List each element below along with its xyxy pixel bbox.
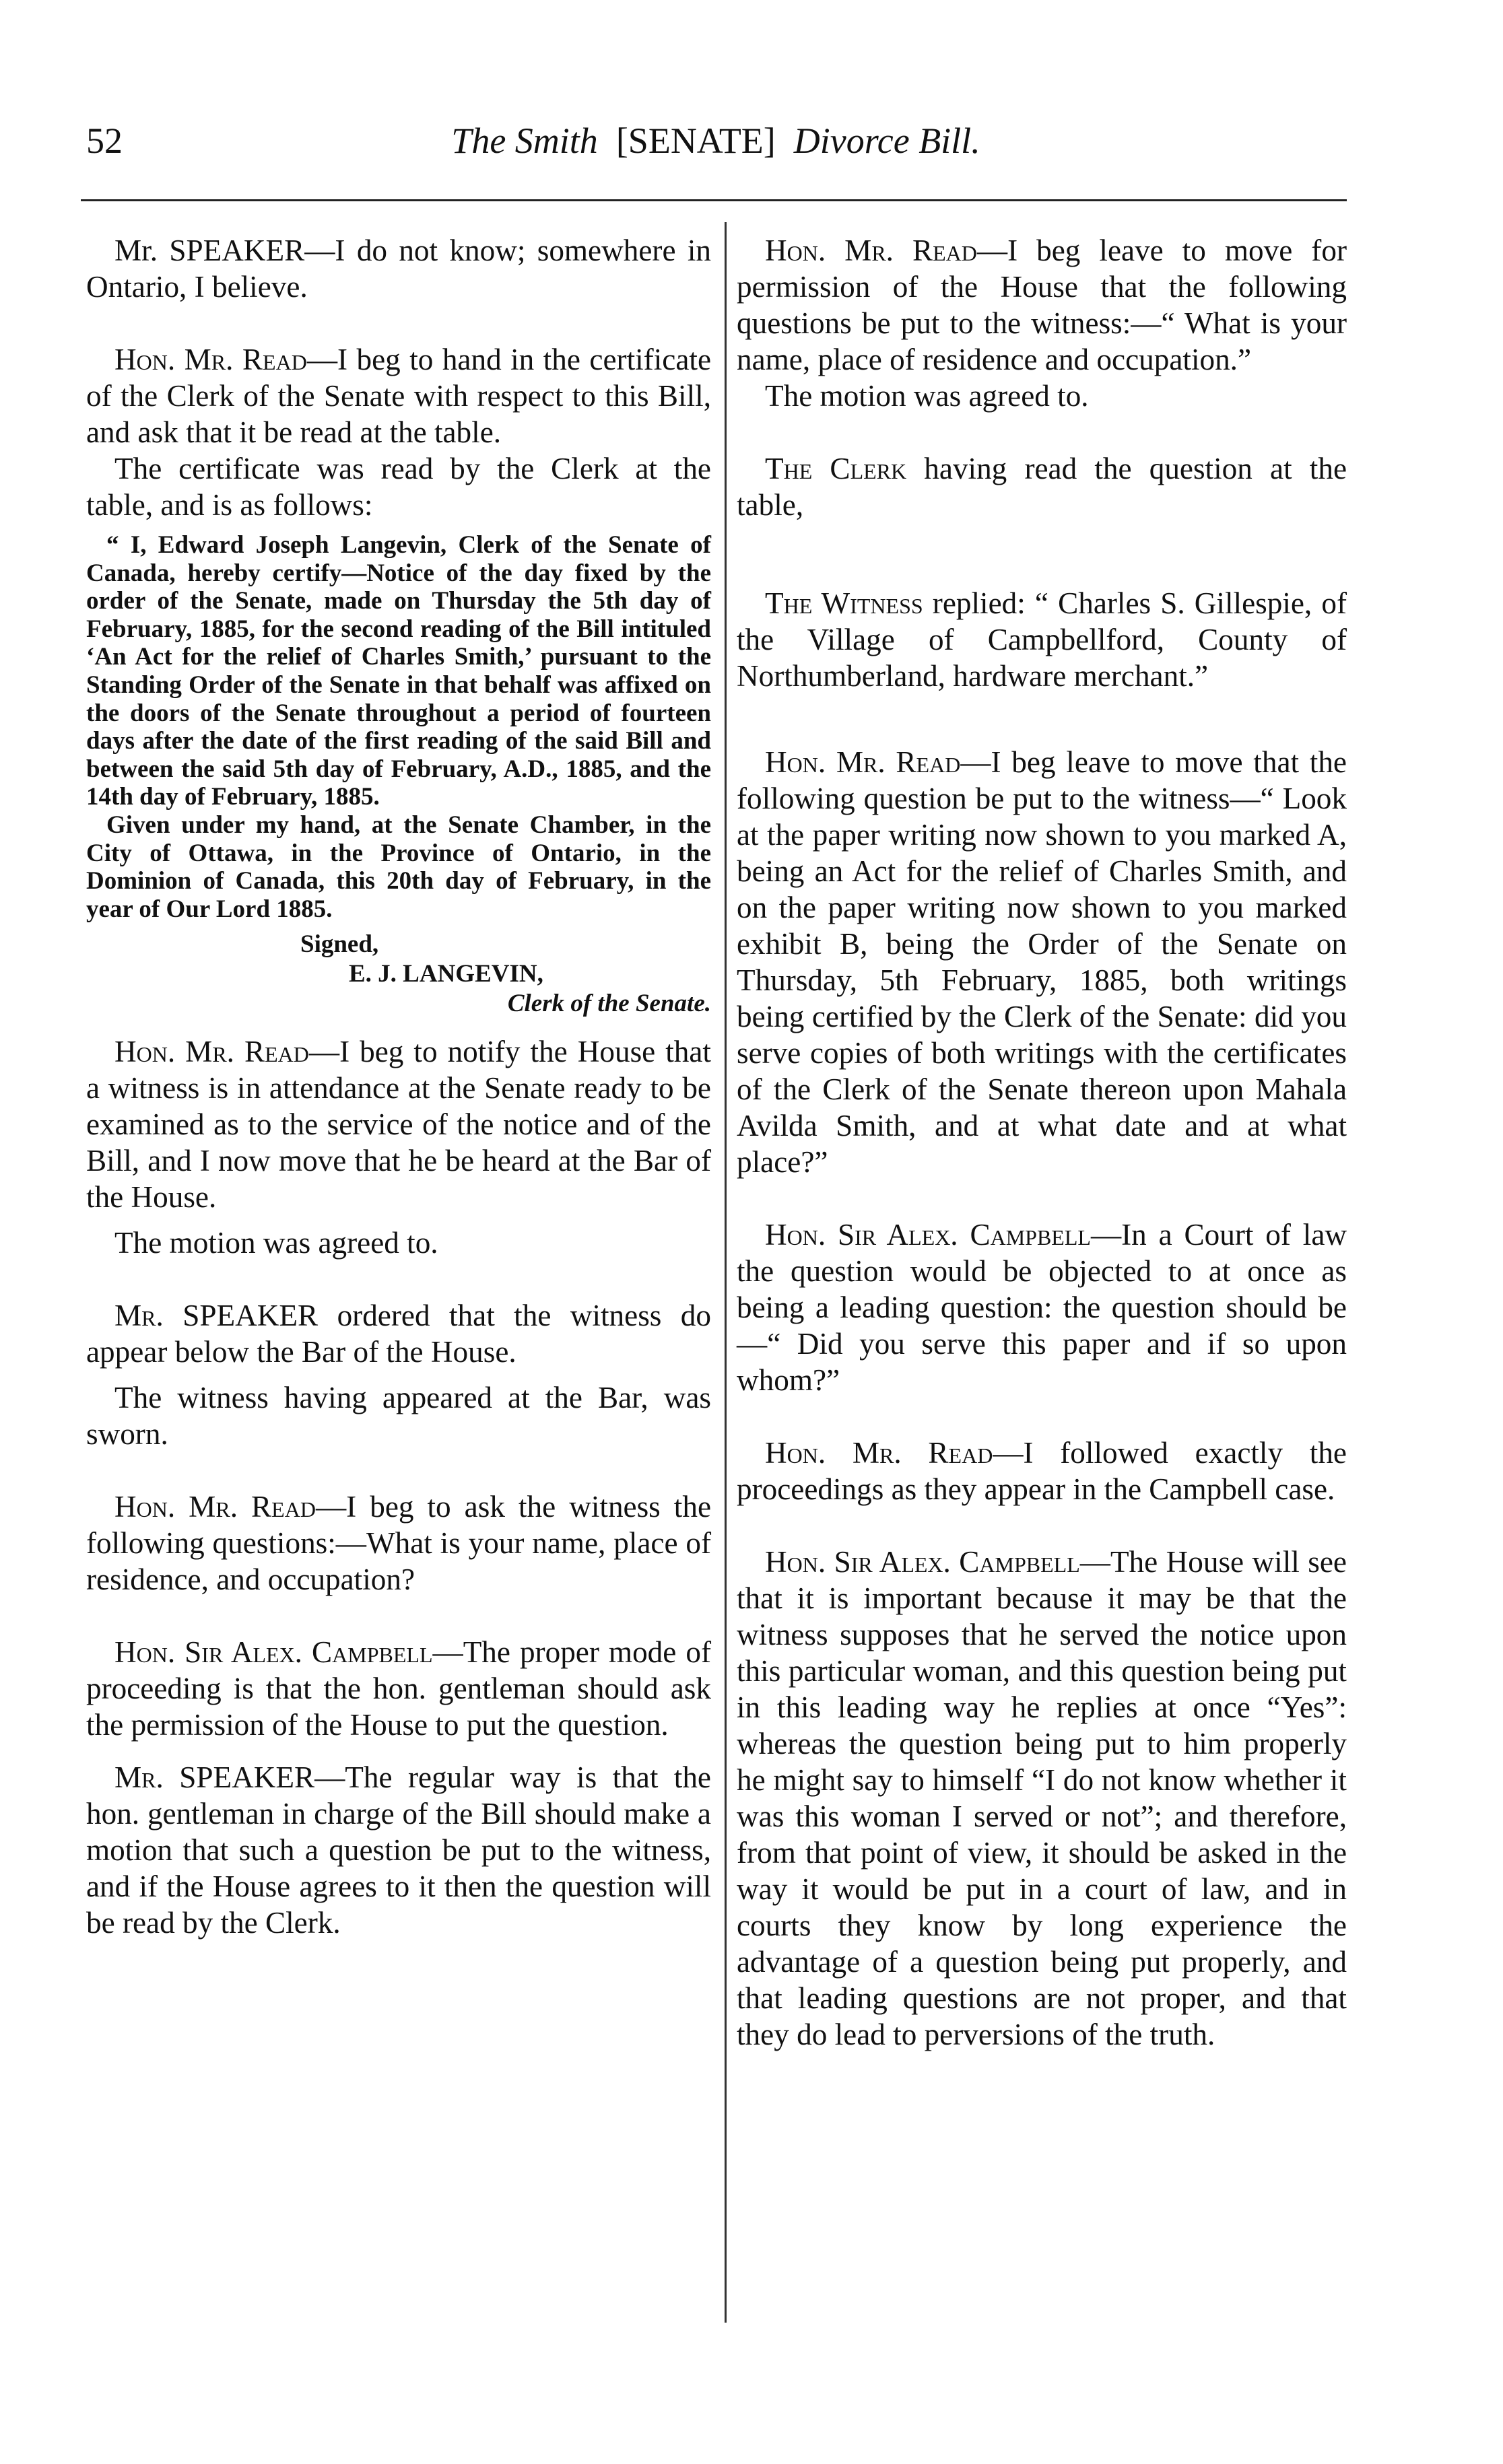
speaker-name: Hon. Mr. Read xyxy=(114,1490,316,1524)
paragraph-speaker-order xyxy=(86,1297,711,1370)
running-title-chamber: [SENATE] xyxy=(615,121,776,161)
speech-text: SPEAKER ordered that the witness do appear below the Bar of the House. xyxy=(86,1299,711,1369)
speech-text: SPEAKER—The regular way is that the hon. gentleman in charge of the Bill should make a motion that such a question be put to the witness, and if the House agrees to it then the question will be read by the Clerk. xyxy=(86,1760,711,1940)
speech-text: —I followed exactly the proceedings as they appear in the Campbell case. xyxy=(737,1436,1347,1506)
header-rule xyxy=(81,199,1347,201)
column-divider xyxy=(725,222,727,2323)
signature-title: Clerk of the Senate. xyxy=(507,990,711,1018)
running-title xyxy=(86,120,1345,162)
left-column xyxy=(86,232,711,1941)
certificate-text: “ I, Edward Joseph Langevin, Clerk of the Senate of Canada, hereby certify—Notice of the day fixed by the order of the Senate, made on Thursday the 5th day of February, 1885, for the second reading of the Bill intituled ‘An Act for the relief of Charles Smith,’ pursuant to the Standing Order of the Senate in that behalf was affixed on the doors of the Senate throughout a period of fourteen days after the date of the first reading of the said Bill and between the said 5th day of February, A.D., 1885, and the 14th day of February, 1885. xyxy=(86,531,711,811)
paragraph-witness-sworn: The witness having appeared at the Bar, was sworn. xyxy=(86,1381,711,1451)
signature-signed: Signed, xyxy=(300,930,379,959)
paragraph-motion-agreed: The motion was agreed to. xyxy=(114,1226,438,1260)
running-title-left: The Smith xyxy=(451,121,598,161)
speaker-name: Hon. Mr. Read xyxy=(114,1035,309,1069)
paragraph-motion-agreed: The motion was agreed to. xyxy=(765,379,1089,413)
paragraph-read-leave-move xyxy=(737,744,1347,1180)
speaker-name: Hon. Mr. Read xyxy=(765,234,977,267)
running-title-right: Divorce Bill. xyxy=(793,121,980,161)
speaker-name: The Clerk xyxy=(765,452,907,485)
speaker-name: Hon. Mr. Read xyxy=(114,343,307,376)
speech-text: having read the question at the table, xyxy=(737,452,1347,522)
speaker-name: Hon. Sir Alex. Campbell xyxy=(765,1218,1091,1252)
right-column xyxy=(737,232,1347,2053)
paragraph-read-permission xyxy=(737,232,1347,378)
speaker-name: Mr. xyxy=(114,1760,164,1795)
paragraph-campbell-leading-question xyxy=(737,1217,1347,1398)
paragraph-read-followed xyxy=(737,1435,1347,1507)
speaker-name: Mr. xyxy=(114,1299,164,1333)
paragraph-read-questions xyxy=(86,1488,711,1598)
speech-text: —I beg to hand in the certificate of the Clerk of the Senate with respect to this Bill, and ask that it be read at the table. xyxy=(86,343,712,449)
page-header xyxy=(86,113,1345,167)
paragraph-speaker-reply: Mr. SPEAKER—I do not know; somewhere in Ontario, I believe. xyxy=(86,234,711,304)
signature-name: E. J. LANGEVIN, xyxy=(349,960,543,988)
speaker-name: Hon. Sir Alex. Campbell xyxy=(114,1635,433,1670)
paragraph-campbell-procedure xyxy=(86,1634,711,1743)
speaker-name: Hon. Sir Alex. Campbell xyxy=(765,1545,1080,1579)
paragraph-speaker-regular-way xyxy=(86,1759,711,1941)
paragraph-clerk-read xyxy=(737,450,1347,523)
page-number: 52 xyxy=(86,121,123,161)
certificate-given: Given under my hand, at the Senate Chamber, in the City of Ottawa, in the Province of Ontario, in the Dominion of Canada, this 20th day of February, in the year of Our Lord 1885. xyxy=(86,811,711,923)
paragraph-campbell-important xyxy=(737,1544,1347,2053)
paragraph-read-certificate xyxy=(86,341,711,450)
speech-text: —I beg leave to move for permission of the House that the following questions be put to the witness:—“ What is your name, place of residence and occupation.” xyxy=(737,234,1347,376)
speech-text: —I beg to notify the House that a witness is in attendance at the Senate ready to be examined as to the service of the notice and of the Bill, and I now move that he be heard at the Bar of the House. xyxy=(86,1035,711,1214)
speaker-name: The Witness xyxy=(765,586,923,620)
paragraph-witness-attendance xyxy=(86,1033,711,1215)
speech-text: —The proper mode of proceeding is that the hon. gentleman should ask the permission of the House to put the question. xyxy=(86,1635,711,1742)
paragraph-witness-replied xyxy=(737,585,1347,694)
paragraph-certificate-read: The certificate was read by the Clerk at the table, and is as follows: xyxy=(86,452,711,522)
speech-text: replied: “ Charles S. Gillespie, of the Village of Campbellford, County of Northumberland, hardware merchant.” xyxy=(737,586,1347,693)
speech-text: —The House will see that it is important because it may be that the witness supposes that he served the notice upon this particular woman, and this question being put in this leading way he replies at once “Yes”: whereas the question being put to him properly he might say to himself “I do not know whether it was this woman I served or not”; and therefore, from that point of view, it should be asked in the way it would be put in a court of law, and in courts they know by long experience the advantage of a question being put properly, and that leading questions are not proper, and that they do lead to perversions of the truth. xyxy=(737,1545,1347,2051)
speech-text: —In a Court of law the question would be objected to at once as being a leading question: the question should be—“ Did you serve this paper and if so upon whom?” xyxy=(737,1218,1347,1397)
speaker-name: Hon. Mr. Read xyxy=(765,1436,993,1470)
speech-text: —I beg leave to move that the following question be put to the witness—“ Look at the paper writing now shown to you marked A, being an Act for the relief of Charles Smith, and on the paper writing now shown to you marked exhibit B, being the Order of the Senate on Thursday, 5th February, 1885, both writings being certified by the Clerk of the Senate: did you serve copies of both writings with the certificates of the Clerk of the Senate thereon upon Mahala Avilda Smith, and at what date and at what place?” xyxy=(737,745,1347,1179)
speaker-name: Hon. Mr. Read xyxy=(765,745,961,779)
speech-text: —I beg to ask the witness the following questions:—What is your name, place of residence, and occupation? xyxy=(86,1490,711,1597)
